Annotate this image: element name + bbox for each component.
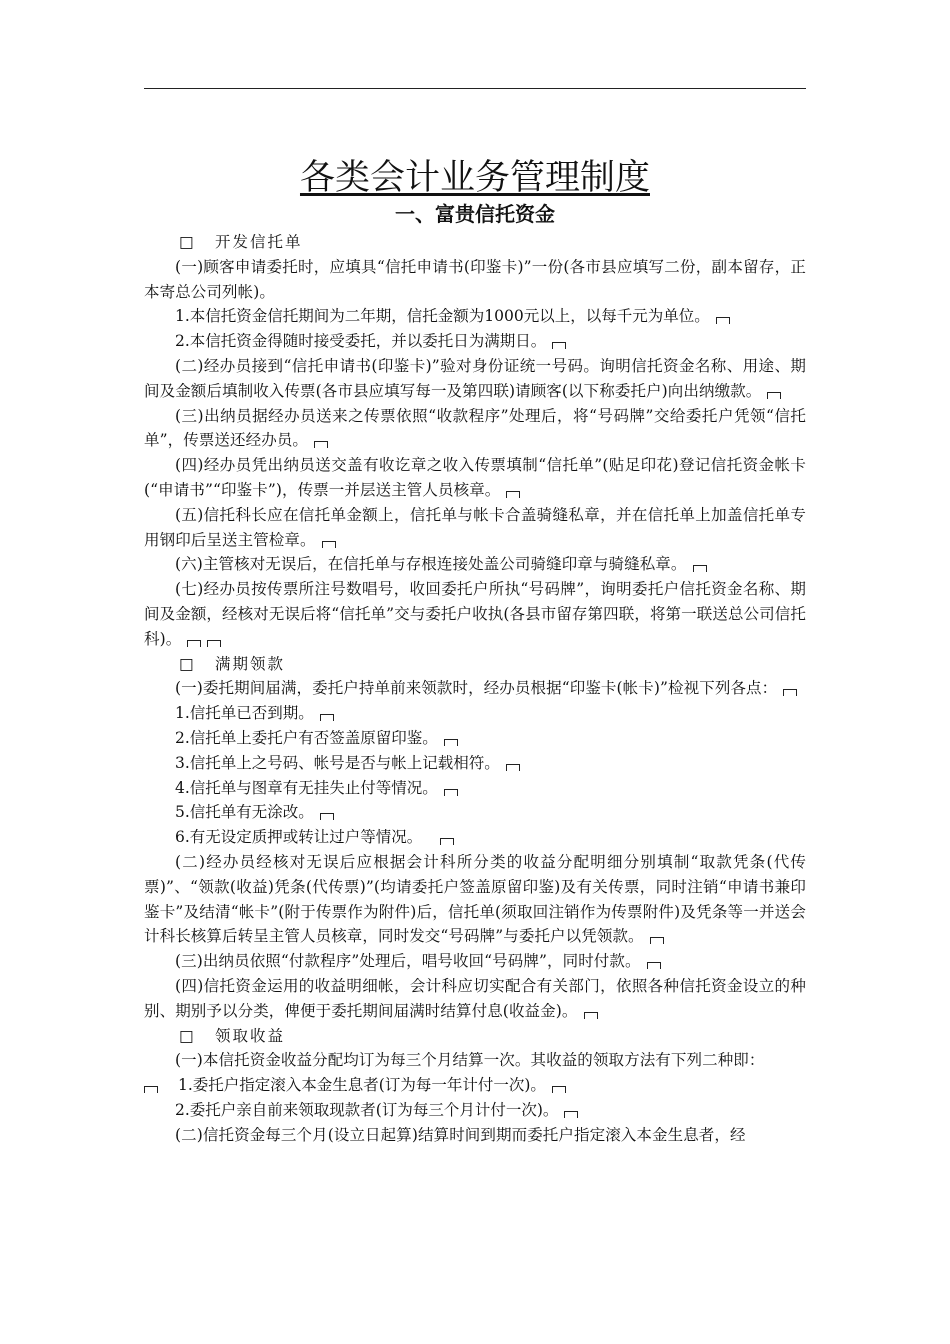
list-item: 2.委托户亲自前来领取现款者(订为每三个月计付一次)。 xyxy=(144,1098,806,1123)
list-item: 1.本信托资金信托期间为二年期，信托金额为1000元以上，以每千元为单位。 xyxy=(144,304,806,329)
checkbox-square-icon: □ xyxy=(179,654,194,673)
list-item: 6.有无设定质押或转让过户等情况。 xyxy=(144,825,806,850)
paragraph-mark-icon xyxy=(783,689,797,696)
paragraph: (一)委托期间届满，委托户持单前来领款时，经办员根据“印鉴卡(帐卡)”检视下列各点： xyxy=(144,676,806,701)
paragraph-mark-icon xyxy=(320,714,334,721)
paragraph-mark-icon xyxy=(650,937,664,944)
paragraph: (六)主管核对无误后，在信托单与存根连接处盖公司骑缝印章与骑缝私章。 xyxy=(144,552,806,577)
paragraph-mark-icon xyxy=(207,640,221,647)
paragraph: (五)信托科长应在信托单金额上，信托单与帐卡合盖骑缝私章，并在信托单上加盖信托单专用钢印后呈送主管检章。 xyxy=(144,505,806,549)
checkbox-square-icon: □ xyxy=(179,1026,194,1045)
paragraph-mark-icon xyxy=(767,392,781,399)
document-title: 各类会计业务管理制度 xyxy=(299,158,650,198)
subsection-label: 领取收益 xyxy=(215,1026,286,1045)
document-body xyxy=(144,156,806,1147)
paragraph-mark-icon xyxy=(320,813,334,820)
paragraph: (二)经办员接到“信托申请书(印鉴卡)”验对身份证统一号码。询明信托资金名称、用途、期间及金额后填制收入传票(各市县应填写每一及第四联)请顾客(以下称委托户)向出纳缴款。 xyxy=(144,356,806,400)
paragraph-mark-icon xyxy=(552,342,566,349)
paragraph-mark-icon xyxy=(506,764,520,771)
list-item: 3.信托单上之号码、帐号是否与帐上记载相符。 xyxy=(144,751,806,776)
paragraph-mark-icon xyxy=(444,739,458,746)
paragraph-mark-icon xyxy=(506,491,520,498)
paragraph: (四)经办员凭出纳员送交盖有收讫章之收入传票填制“信托单”(贴足印花)登记信托资金帐卡(“申请书”“印鉴卡”)，传票一并层送主管人员核章。 xyxy=(144,456,806,499)
paragraph: (一)本信托资金收益分配均订为每三个月结算一次。其收益的领取方法有下列二种即： xyxy=(175,1051,765,1070)
paragraph-mark-icon xyxy=(552,1086,566,1093)
subsection-label: 满期领款 xyxy=(215,654,286,673)
header-rule xyxy=(144,88,806,89)
paragraph-mark-icon xyxy=(144,1086,158,1093)
paragraph-mark-icon xyxy=(564,1111,578,1118)
paragraph: (三)出纳员依照“付款程序”处理后，唱号收回“号码牌”，同时付款。 xyxy=(144,949,806,974)
list-item: 1.信托单已否到期。 xyxy=(144,701,806,726)
paragraph-mark-icon xyxy=(693,565,707,572)
subsection-label: 开发信托单 xyxy=(215,233,303,251)
paragraph: (三)出纳员据经办员送来之传票依照“收款程序”处理后，将“号码牌”交给委托户凭领“信托单”，传票送还经办员。 xyxy=(144,406,806,450)
checkbox-square-icon: □ xyxy=(179,233,194,251)
list-item: 1.委托户指定滚入本金生息者(订为每一年计付一次)。 xyxy=(144,1073,806,1098)
paragraph-mark-icon xyxy=(322,541,336,548)
list-item: 2.本信托资金得随时接受委托，并以委托日为满期日。 xyxy=(144,329,806,354)
paragraph-mark-icon xyxy=(647,962,661,969)
paragraph: (二)信托资金每三个月(设立日起算)结算时间到期而委托户指定滚入本金生息者，经 xyxy=(175,1125,746,1144)
section-heading-trust-fund: 一、富贵信托资金 xyxy=(395,202,555,226)
paragraph-mark-icon xyxy=(584,1012,598,1019)
paragraph-mark-icon xyxy=(314,441,328,448)
subsection-heading xyxy=(144,1024,806,1049)
paragraph-mark-icon xyxy=(440,838,454,845)
list-item: 4.信托单与图章有无挂失止付等情况。 xyxy=(144,776,806,801)
paragraph: (四)信托资金运用的收益明细帐，会计科应切实配合有关部门，依照各种信托资金设立的种别、期别予以分类，俾便于委托期间届满时结算付息(收益金)。 xyxy=(144,976,806,1020)
paragraph: (二)经办员经核对无误后应根据会计科所分类的收益分配明细分别填制“取款凭条(代传票)”、“领款(收益)凭条(代传票)”(均请委托户签盖原留印鉴)及有关传票，同时注销“申请书兼印鉴卡”及结清“帐卡”(附于传票作为附件)后，信托单(须取回注销作为传票附件)及凭条等一并送会计科长核算后转呈主管人员核章，同时发交“号码牌”与委托户以凭领款。 xyxy=(144,852,806,946)
list-item: 5.信托单有无涂改。 xyxy=(144,800,806,825)
list-item: 2.信托单上委托户有否签盖原留印鉴。 xyxy=(144,726,806,751)
paragraph-mark-icon xyxy=(716,317,730,324)
paragraph-mark-icon xyxy=(444,789,458,796)
subsection-heading xyxy=(144,230,806,255)
paragraph-mark-icon xyxy=(187,640,201,647)
subsection-heading xyxy=(144,652,806,677)
paragraph: (七)经办员按传票所注号数唱号，收回委托户所执“号码牌”，询明委托户信托资金名称、期间及金额，经核对无误后将“信托单”交与委托户收执(各县市留存第四联，将第一联送总公司信托科)。 xyxy=(144,580,806,648)
paragraph: (一)顾客申请委托时，应填具“信托申请书(印鉴卡)”一份(各市县应填写二份，副本留存，正本寄总公司列帐)。 xyxy=(144,257,806,301)
